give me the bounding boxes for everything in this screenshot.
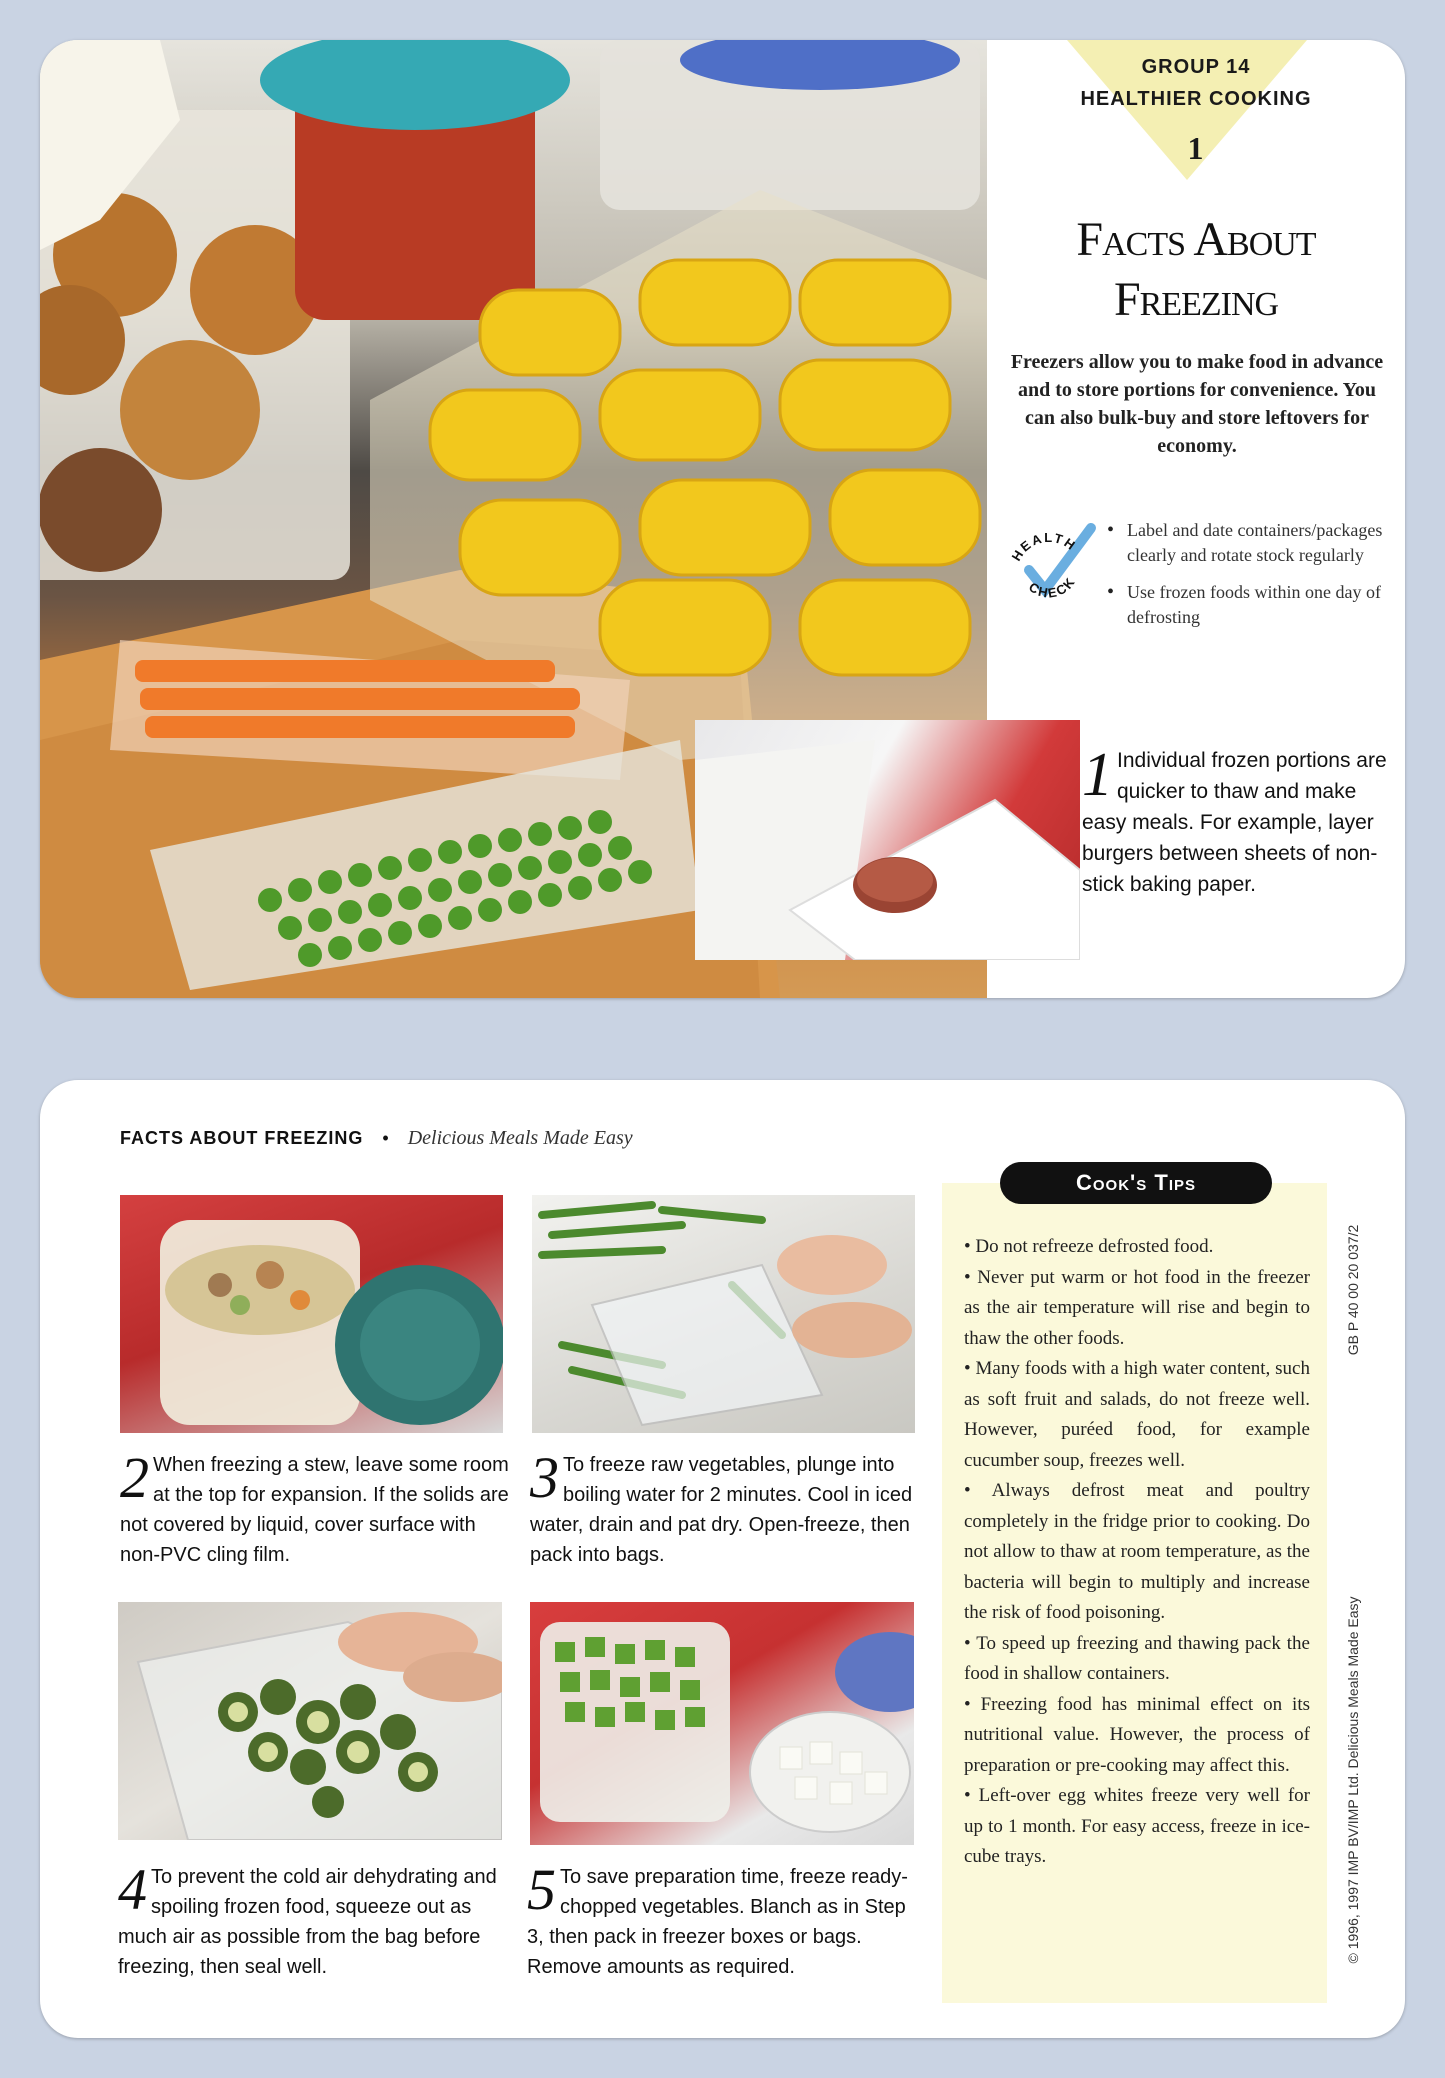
cooks-tips-title: Cook's Tips (1000, 1162, 1272, 1204)
step-number: 5 (527, 1857, 556, 1922)
front-intro: Freezers allow you to make food in advance and to store portions for convenience. You can also bulk-buy and store leftovers for economy. (1010, 351, 1384, 457)
copyright-text: © 1996, 1997 IMP BV/IMP Ltd. Delicious Meals Made Easy (1345, 1596, 1361, 1964)
header-title: FACTS ABOUT FREEZING (120, 1128, 364, 1148)
tip-item: • Do not refreeze defrosted food. (964, 1236, 1214, 1257)
health-check-item: • Label and date containers/packages clearly and rotate stock regularly (1107, 518, 1387, 568)
product-code-text: GB P 40 00 20 037/2 (1345, 1224, 1361, 1356)
photo-chopped-vegetables (530, 1602, 914, 1845)
step-text: To freeze raw vegetables, plunge into boiling water for 2 minutes. Cool in iced water, drain and pat dry. Open-freeze, then pack into bags. (530, 1454, 913, 1566)
badge-bottom-text: CHECK (1026, 573, 1079, 601)
step-3 (530, 1445, 920, 1570)
step-text: To save preparation time, freeze ready-chopped vegetables. Blanch as in Step 3, then pack in freezer boxes or bags. Remove amounts as required. (527, 1866, 908, 1978)
photo-stew (120, 1195, 503, 1433)
product-code (1330, 1190, 1376, 1390)
step-number: 1 (1082, 741, 1113, 809)
health-check-item: • Use frozen foods within one day of defrosting (1107, 580, 1387, 630)
back-header (120, 1127, 633, 1150)
header-subtitle: Delicious Meals Made Easy (407, 1127, 633, 1149)
badge-top-text: HEALTH (1008, 529, 1080, 564)
inset-photo-burger (695, 720, 1080, 960)
step-2 (120, 1445, 510, 1570)
tip-item: • Freezing food has minimal effect on its nutritional value. However, the process of preparation or pre-cooking may affect this. (964, 1693, 1310, 1776)
tip-item: • Many foods with a high water content, such as soft fruit and salads, do not freeze well. However, puréed food, for example cucumber soup, freezes well. (964, 1358, 1310, 1471)
step-1 (1082, 741, 1392, 900)
tip-item: • Always defrost meat and poultry completely in the fridge prior to cooking. Do not allow to thaw at room temperature, as the bacteria will begin to multiply and increase the risk of food poisoning. (964, 1480, 1310, 1623)
front-title-line2: Freezing (1113, 273, 1279, 326)
copyright (1330, 1570, 1376, 1990)
step-number: 3 (530, 1445, 559, 1510)
tip-item: • Left-over egg whites freeze very well for up to 1 month. For easy access, freeze in ice-cube trays. (964, 1785, 1310, 1867)
photo-courgettes-bag (118, 1602, 502, 1840)
step-number: 4 (118, 1857, 147, 1922)
group-label: GROUP 14 (1141, 56, 1251, 78)
tip-item: • To speed up freezing and thawing pack the food in shallow containers. (964, 1632, 1310, 1684)
step-text: When freezing a stew, leave some room at the top for expansion. If the solids are not covered by liquid, cover surface with non-PVC cling film. (120, 1454, 509, 1566)
back-card (40, 1080, 1405, 2038)
step-number: 2 (120, 1445, 149, 1510)
photo-vegetables-bag (532, 1195, 915, 1433)
health-check-list (1107, 518, 1387, 642)
card-number: 1 (1187, 130, 1205, 166)
front-title-line1: Facts About (1076, 213, 1316, 266)
cooks-tips-list (964, 1232, 1310, 1873)
step-4 (118, 1857, 510, 1982)
group-name: HEALTHIER COOKING (1080, 88, 1312, 110)
front-title (987, 210, 1405, 330)
step-5 (527, 1857, 919, 1982)
step-text: To prevent the cold air dehydrating and spoiling frozen food, squeeze out as much air as possible from the bag before freezing, then seal well. (118, 1866, 497, 1978)
tip-item: • Never put warm or hot food in the freezer as the air temperature will rise and begin to thaw the other foods. (964, 1266, 1310, 1349)
header-separator: • (382, 1128, 389, 1148)
front-card (40, 40, 1405, 998)
step-text: Individual frozen portions are quicker to thaw and make easy meals. For example, layer burgers between sheets of non-stick baking paper. (1082, 749, 1387, 896)
health-check-icon (999, 518, 1099, 618)
